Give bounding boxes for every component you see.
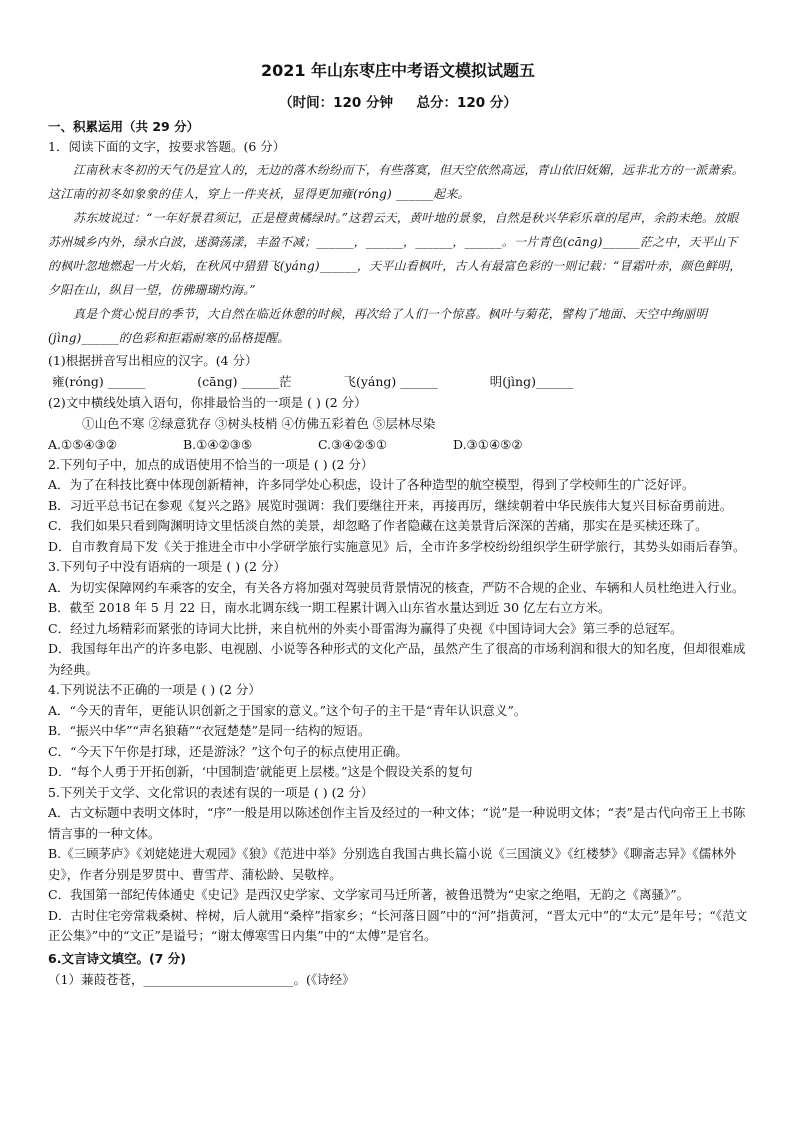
section-heading: 一、积累运用（共 29 分） — [48, 119, 200, 134]
option-c: C．“今天下午你是打球，还是游泳？”这个句子的标点使用正确。 — [48, 743, 408, 759]
option-b: B．“振兴中华”“声名狼藉”“衣冠楚楚”是同一结构的短语。 — [48, 723, 371, 738]
option-a: A.①⑤④③② — [48, 436, 118, 452]
option-d: D．我国每年出产的许多电影、电视剧、小说等各种形式的文化产品，虽然产生了很高的市场利润和很大的知名度，但却很难成为经典。 — [48, 641, 746, 677]
question-1 — [48, 137, 748, 455]
blank-rong: 雍(róng) ______ — [52, 373, 146, 389]
subquestion-1-stem: (1)根据拼音写出相应的汉字。(4 分） — [48, 352, 258, 368]
option-d: D．“每个人勇于开拓创新，‘中国制造’就能更上层楼。”这是个假设关系的复句 — [48, 764, 473, 779]
passage-paragraph-3: 真是个赏心悦目的季节，大自然在临近休憩的时候，再次给了人们一个惊喜。枫叶与菊花，譬构了地面、天空中绚丽明(jìng)______的色彩和拒霜耐寒的品格提醒。 — [48, 306, 708, 345]
exam-page — [48, 58, 748, 990]
option-a: A．为了在科技比赛中体现创新精神，许多同学处心积虑，设计了各种造型的航空模型，得到了学校师生的广泛好评。 — [48, 477, 695, 492]
option-b: B．截至 2018 年 5 月 22 日，南水北调东线一期工程累计调入山东省水量达到近 30 亿左右立方米。 — [48, 600, 611, 615]
option-c: C．我国第一部纪传体通史《史记》是西汉史学家、文学家司马迁所著，被鲁迅赞为“史家之绝唱，无韵之《离骚》”。 — [48, 887, 690, 902]
sentence-items: ①山色不寒 ②绿意犹存 ③树头枝梢 ④仿佛五彩着色 ⑤层林尽染 — [82, 415, 436, 431]
option-a: A．“今天的青年，更能认识创新之于国家的意义。”这个句子的主干是“青年认识意义”。 — [48, 702, 527, 718]
question-4-stem: 4.下列说法不正确的一项是 ( ) (2 分） — [48, 682, 261, 697]
option-b: B．习近平总书记在参观《复兴之路》展览时强调：我们要继往开来，再接再厉，继续朝着中华民族伟大复兴目标奋勇前进。 — [48, 497, 733, 513]
answer-options — [48, 434, 748, 455]
option-c: C．我们如果只看到陶渊明诗文里恬淡自然的美景，却忽略了作者隐藏在这美景背后深深的苦痛，那实在是买椟还珠了。 — [48, 518, 708, 533]
question-5-stem: 5.下列关于文学、文化常识的表述有误的一项是 ( ) (2 分） — [48, 784, 374, 800]
option-c: C．经过九场精彩而紧张的诗词大比拼，来自杭州的外卖小哥雷海为赢得了央视《中国诗词大会》第三季的总冠军。 — [48, 620, 683, 636]
option-d: D．古时住宅旁常栽桑树、梓树，后人就用“桑梓”指家乡；“长河落日圆”中的“河”指黄河，“晋太元中”的“太元”是年号；“《范文正公集》”中的“文正”是谥号；“谢太傅寒雪日内集”中的“太傅”是官名。 — [48, 907, 748, 943]
pinyin-blanks — [48, 371, 748, 392]
question-2-stem: 2.下列句子中，加点的成语使用不恰当的一项是 ( ) (2 分） — [48, 456, 374, 472]
option-b: B.①④②③⑤ — [183, 436, 253, 452]
option-a: A．古文标题中表明文体时，“序”一般是用以陈述创作主旨及经过的一种文体；“说”是一种说明文体；“表”是古代向帝王上书陈情言事的一种文体。 — [48, 805, 746, 841]
question-5 — [48, 783, 748, 947]
question-3 — [48, 557, 748, 680]
option-d: D.③①④⑤② — [453, 436, 523, 452]
subquestion-2-stem: (2)文中横线处填入语句，你排最恰当的一项是 ( ) (2 分） — [48, 394, 367, 410]
option-c: C.③④②⑤① — [318, 436, 388, 452]
option-d: D．自市教育局下发《关于推进全市中小学研学旅行实施意见》后，全市许多学校纷纷组织学生研学旅行，其势头如雨后春笋。 — [48, 538, 746, 554]
option-b: B.《三顾茅庐》《刘姥姥进大观园》《狼》《范进中举》分别选自我国古典长篇小说《三国演义》《红楼梦》《聊斋志异》《儒林外史》，作者分别是罗贯中、曹雪芹、蒲松龄、吴敬梓。 — [48, 846, 737, 882]
passage-paragraph-1: 江南秋末冬初的天气仍是宜人的，无边的落木纷纷而下，有些落寞，但天空依然高远，青山依旧妩媚，远非北方的一派萧索。这江南的初冬如象象的佳人，穿上一件夹袄，显得更加雍(róng) ______起来。 — [48, 162, 745, 201]
blank-yang: 飞(yáng) ______ — [343, 373, 438, 389]
passage-paragraph-2: 苏东坡说过：“一年好景君须记，正是橙黄橘绿时。”这碧云天，黄叶地的景象，自然是秋兴华彩乐章的尾声，余韵未绝。放眼苏州城乡内外，绿水白波，迷漪荡漾，丰盈不减；______，______，______，______。一片青色(cāng)______茫之中，天平山下的枫叶忽地燃起一片火焰，在秋风中猎猎飞(yáng)______，天平山看枫叶，古人有最富色彩的一则记载：“冒霜叶赤，颜色鲜明，夕阳在山，纵目一望，仿佛珊瑚灼海。” — [48, 210, 742, 297]
question-4 — [48, 680, 748, 783]
exam-time-score: （时间：120 分钟 总分：120 分） — [279, 95, 517, 111]
poem-fill-line-1: （1）蒹葭苍苍，________________________。(《诗经》 — [48, 971, 355, 987]
question-6-stem: 6.文言诗文填空。(7 分) — [48, 950, 186, 966]
blank-cang: (cāng) ______茫 — [197, 373, 292, 389]
blank-jing: 明(jìng)______ — [489, 373, 574, 389]
question-1-stem: 1．阅读下面的文字，按要求答题。(6 分） — [48, 139, 286, 154]
option-a: A．为切实保障网约车乘客的安全，有关各方将加强对驾驶员背景情况的核查，严防不合规的企业、车辆和人员杜绝进入行业。 — [48, 579, 745, 595]
page-title: 2021 年山东枣庄中考语文模拟试题五 — [260, 61, 536, 80]
question-6 — [48, 949, 748, 990]
question-3-stem: 3.下列句子中没有语病的一项是 ( ) (2 分） — [48, 559, 286, 574]
question-2 — [48, 455, 748, 558]
